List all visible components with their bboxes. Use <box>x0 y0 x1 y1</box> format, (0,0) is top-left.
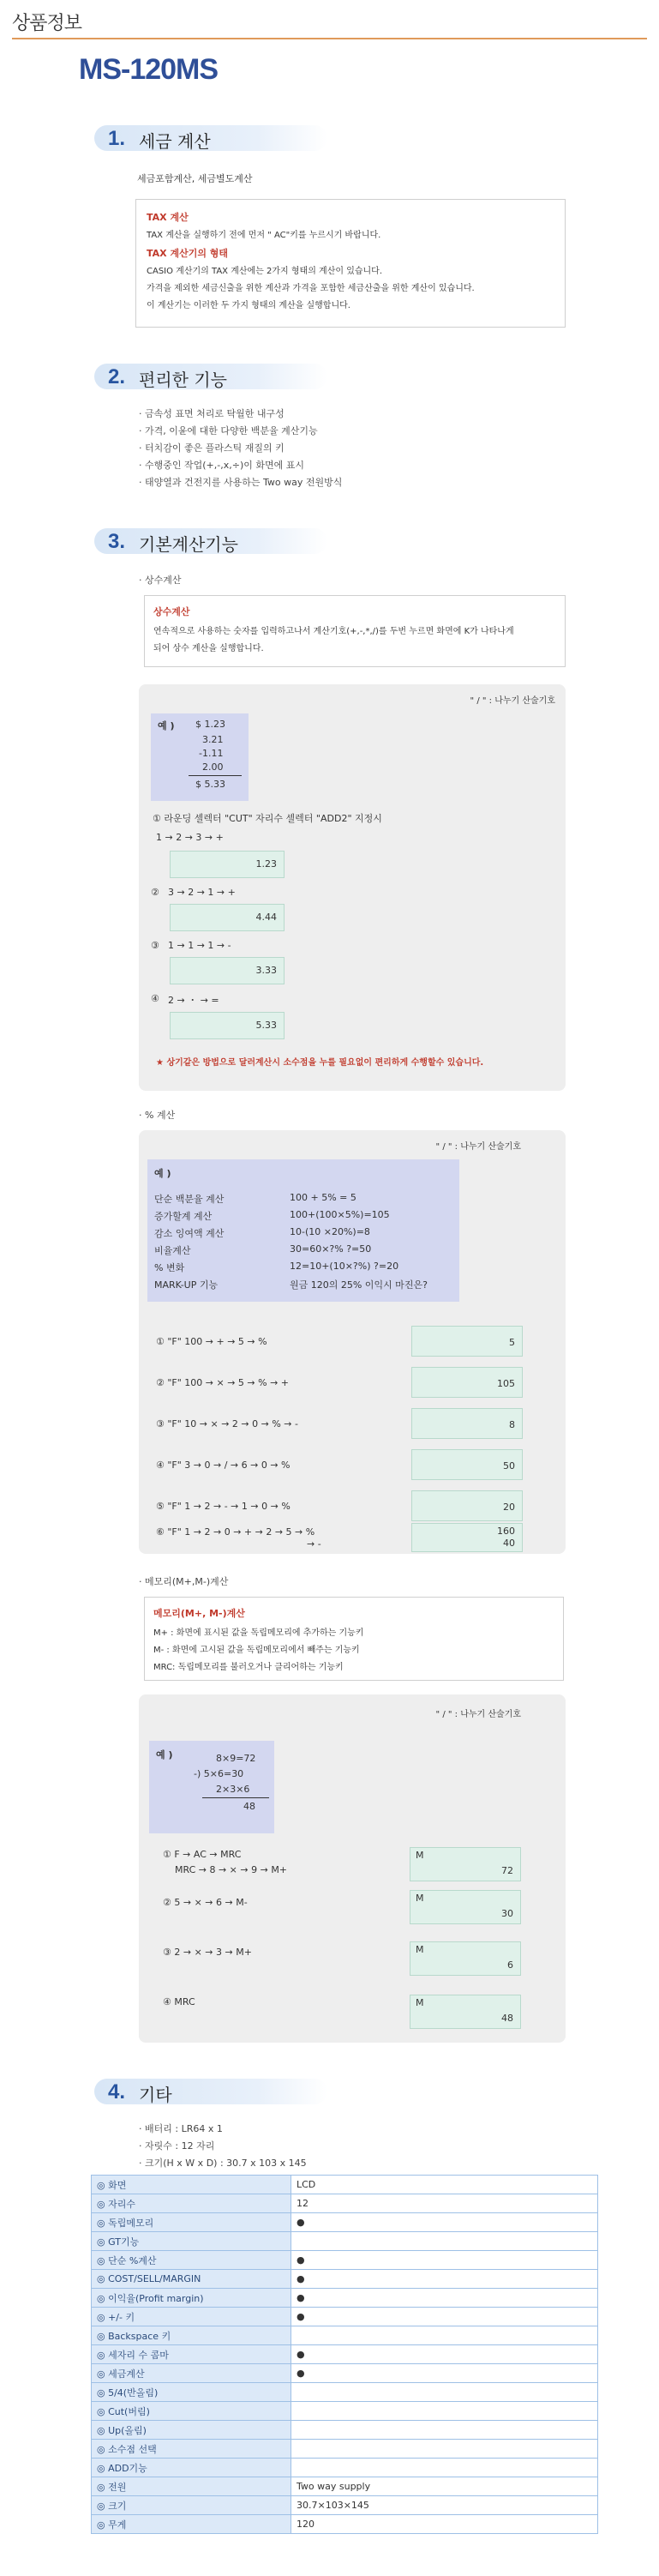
header-divider <box>12 38 647 39</box>
page-title: 상품정보 <box>12 13 82 34</box>
memory-line: M- : 화면에 고시된 값을 독립메모리에서 빼주는 기능키 <box>153 1646 360 1655</box>
spec-key: ◎ 무게 <box>92 2515 291 2534</box>
section-number: 3. <box>108 530 126 553</box>
section-etc-heading <box>94 2079 327 2104</box>
display-result <box>411 1449 523 1480</box>
example-row-value: 원금 120의 25% 이익시 마진은? <box>290 1279 428 1291</box>
key-sequence: ⑤ "F" 1 → 2 → - → 1 → 0 → % <box>156 1501 291 1512</box>
spec-key: ◎ Backspace 키 <box>92 2326 291 2345</box>
key-sequence: → - <box>307 1538 321 1550</box>
spec-value <box>291 2232 598 2251</box>
section-number: 1. <box>108 127 126 150</box>
spec-row <box>92 2289 598 2308</box>
const-example-panel <box>139 684 566 1091</box>
result-value: 20 <box>503 1502 515 1513</box>
spec-value <box>291 2440 598 2459</box>
const-title: 상수계산 <box>153 606 190 617</box>
feature-item: · 수행중인 작업(+,-,x,÷)이 화면에 표시 <box>139 460 304 471</box>
example-box <box>147 1159 459 1302</box>
memory-indicator: M <box>416 1893 424 1904</box>
spec-value <box>291 2383 598 2402</box>
memory-indicator: M <box>416 1944 424 1955</box>
spec-row <box>92 2213 598 2232</box>
example-row-name: 증가할계 계산 <box>154 1211 213 1222</box>
spec-value: 12 <box>291 2194 598 2213</box>
result-value: 5.33 <box>255 1020 277 1031</box>
spec-row <box>92 2383 598 2402</box>
display-result <box>411 1523 523 1552</box>
spec-row <box>92 2176 598 2194</box>
const-label: · 상수계산 <box>139 575 182 586</box>
step-number: ③ <box>151 940 159 951</box>
spec-value: ● <box>291 2213 598 2232</box>
result-value: 105 <box>497 1378 515 1389</box>
percent-label: · % 계산 <box>139 1110 176 1121</box>
spec-value: ● <box>291 2345 598 2364</box>
example-line: $ 1.23 <box>195 719 225 730</box>
spec-row <box>92 2251 598 2270</box>
spec-value: 30.7×103×145 <box>291 2496 598 2515</box>
result-value: 48 <box>501 2013 513 2024</box>
spec-value <box>291 2326 598 2345</box>
spec-key: ◎ +/- 키 <box>92 2308 291 2326</box>
etc-item: · 자릿수 : 12 자리 <box>139 2140 215 2152</box>
spec-key: ◎ ADD기능 <box>92 2459 291 2477</box>
memory-info-box <box>144 1597 564 1681</box>
spec-value <box>291 2402 598 2421</box>
example-label: 예 ) <box>154 1168 171 1179</box>
example-line: 2.00 <box>202 761 224 773</box>
spec-row <box>92 2421 598 2440</box>
etc-item: · 크기(H x W x D) : 30.7 x 103 x 145 <box>139 2158 307 2169</box>
display-result <box>410 1995 521 2029</box>
example-row-value: 100+(100×5%)=105 <box>290 1209 390 1220</box>
example-label: 예 ) <box>156 1749 173 1760</box>
display-result <box>170 904 285 931</box>
tax-box-line: 가격을 제외한 세금신출을 위한 계산과 가격을 포함한 세금산출을 위한 계산이 있습니다. <box>147 284 475 293</box>
const-line: 연속적으로 사용하는 숫자를 입력하고나서 계산기호(+,-,*,/)를 두번 누르면 화면에 K가 나타나게 <box>153 627 514 636</box>
result-value: 1.23 <box>255 858 277 870</box>
example-line: -) 5×6=30 <box>194 1768 244 1779</box>
memory-example-panel <box>139 1694 566 2043</box>
key-sequence: ③ "F" 10 → × → 2 → 0 → % → - <box>156 1418 298 1429</box>
example-row-value: 30=60×?% ?=50 <box>290 1243 372 1255</box>
spec-value: ● <box>291 2308 598 2326</box>
tax-box-line: 이 계산기는 이러한 두 가지 형태의 계산을 실행합니다. <box>147 301 350 310</box>
display-result <box>411 1326 523 1357</box>
memory-label: · 메모리(M+,M-)계산 <box>139 1576 229 1587</box>
sum-rule <box>202 1797 269 1798</box>
spec-row <box>92 2194 598 2213</box>
spec-key: ◎ 단순 %계산 <box>92 2251 291 2270</box>
key-sequence: ④ MRC <box>163 1996 195 2007</box>
key-sequence: ④ "F" 3 → 0 → / → 6 → 0 → % <box>156 1460 291 1471</box>
feature-item: · 가격, 이윤에 대한 다양한 백분율 계산기능 <box>139 425 318 436</box>
key-sequence: ① "F" 100 → + → 5 → % <box>156 1336 267 1347</box>
result-value: 3.33 <box>255 965 277 976</box>
example-row-name: 비율계산 <box>154 1245 191 1256</box>
result-value: 6 <box>507 1959 513 1971</box>
example-row-name: MARK-UP 기능 <box>154 1279 219 1291</box>
result-value: 30 <box>501 1908 513 1919</box>
spec-key: ◎ 세자리 수 콤마 <box>92 2345 291 2364</box>
example-line: -1.11 <box>199 748 224 759</box>
sum-rule <box>189 775 242 776</box>
spec-key: ◎ Cut(버림) <box>92 2402 291 2421</box>
rounding-title: ① 라운딩 셀렉터 "CUT" 자리수 셀렉터 "ADD2" 지정시 <box>153 813 382 824</box>
result-value: 8 <box>509 1419 515 1430</box>
key-sequence: 1 → 2 → 3 → + <box>156 832 224 843</box>
memory-indicator: M <box>416 1997 424 2008</box>
section-number: 2. <box>108 365 126 388</box>
section-label: 기타 <box>139 2085 172 2105</box>
key-sequence: 1 → 1 → 1 → - <box>168 940 231 951</box>
spec-row <box>92 2326 598 2345</box>
example-line: 2×3×6 <box>216 1784 250 1795</box>
spec-value <box>291 2421 598 2440</box>
key-sequence: 2 → ・ → = <box>168 995 219 1006</box>
spec-key: ◎ 독립메모리 <box>92 2213 291 2232</box>
spec-key: ◎ COST/SELL/MARGIN <box>92 2270 291 2289</box>
example-line: $ 5.33 <box>195 779 225 790</box>
example-row-name: % 변화 <box>154 1262 185 1273</box>
tax-info-box <box>135 199 566 328</box>
spec-value: ● <box>291 2270 598 2289</box>
spec-key: ◎ 소수점 선택 <box>92 2440 291 2459</box>
section-basic-heading <box>94 528 327 554</box>
feature-item: · 터치감이 좋은 플라스틱 재질의 키 <box>139 442 285 454</box>
spec-value: ● <box>291 2364 598 2383</box>
division-note: " / " : 나누기 산술기호 <box>435 1710 521 1719</box>
result-value: 160 <box>497 1526 515 1537</box>
key-sequence: ⑥ "F" 1 → 2 → 0 → + → 2 → 5 → % <box>156 1526 315 1538</box>
spec-key: ◎ 이익율(Profit margin) <box>92 2289 291 2308</box>
section-tax-heading <box>94 125 327 151</box>
step-number: ④ <box>151 993 159 1004</box>
spec-key: ◎ 자리수 <box>92 2194 291 2213</box>
display-result <box>410 1941 521 1976</box>
spec-key: ◎ 전원 <box>92 2477 291 2496</box>
example-row-name: 감소 잉여액 계산 <box>154 1228 225 1239</box>
spec-value: 120 <box>291 2515 598 2534</box>
spec-value: ● <box>291 2289 598 2308</box>
spec-row <box>92 2364 598 2383</box>
display-result <box>170 957 285 984</box>
spec-key: ◎ 화면 <box>92 2176 291 2194</box>
spec-row <box>92 2440 598 2459</box>
feature-item: · 태양열과 건전지를 사용하는 Two way 전원방식 <box>139 477 343 488</box>
spec-key: ◎ 크기 <box>92 2496 291 2515</box>
division-note: " / " : 나누기 산술기호 <box>435 1142 521 1152</box>
tax-box-title2: TAX 계산기의 형태 <box>147 248 229 259</box>
spec-key: ◎ 5/4(반올림) <box>92 2383 291 2402</box>
tax-intro: 세금포함계산, 세금별도계산 <box>137 173 253 184</box>
spec-key: ◎ Up(올림) <box>92 2421 291 2440</box>
example-row-value: 100 + 5% = 5 <box>290 1192 356 1203</box>
key-sequence: ② "F" 100 → × → 5 → % → + <box>156 1377 290 1388</box>
memory-indicator: M <box>416 1850 424 1861</box>
result-value: 50 <box>503 1460 515 1472</box>
display-result <box>411 1490 523 1521</box>
display-result <box>411 1367 523 1398</box>
example-row-value: 10-(10 ×20%)=8 <box>290 1226 370 1237</box>
memory-title: 메모리(M+, M-)계산 <box>153 1608 245 1619</box>
spec-value: LCD <box>291 2176 598 2194</box>
section-label: 세금 계산 <box>139 131 211 152</box>
result-value: 40 <box>503 1538 515 1549</box>
model-name: MS-120MS <box>79 53 219 86</box>
display-result <box>410 1890 521 1924</box>
spec-value: ● <box>291 2251 598 2270</box>
feature-item: · 금속성 표면 처리로 탁월한 내구성 <box>139 408 285 419</box>
section-label: 편리한 기능 <box>139 370 227 390</box>
tax-box-line: TAX 계산을 실행하기 전에 먼저 " AC"키를 누르시기 바랍니다. <box>147 231 381 240</box>
spec-row <box>92 2515 598 2534</box>
key-sequence: ③ 2 → × → 3 → M+ <box>163 1947 252 1958</box>
percent-example-panel <box>139 1130 566 1554</box>
key-sequence: 3 → 2 → 1 → + <box>168 887 236 898</box>
spec-row <box>92 2270 598 2289</box>
example-row-name: 단순 백분율 계산 <box>154 1194 225 1205</box>
spec-key: ◎ 세금계산 <box>92 2364 291 2383</box>
etc-item: · 배터리 : LR64 x 1 <box>139 2123 223 2134</box>
section-number: 4. <box>108 2080 126 2104</box>
spec-value: Two way supply <box>291 2477 598 2496</box>
example-box <box>149 1741 274 1833</box>
example-line: 48 <box>243 1801 255 1812</box>
spec-key: ◎ GT기능 <box>92 2232 291 2251</box>
spec-row <box>92 2477 598 2496</box>
key-sequence: MRC → 8 → × → 9 → M+ <box>175 1864 288 1875</box>
example-label: 예 ) <box>158 720 175 731</box>
display-result <box>170 851 285 878</box>
spec-row <box>92 2232 598 2251</box>
spec-value <box>291 2459 598 2477</box>
key-sequence: ② 5 → × → 6 → M- <box>163 1897 248 1908</box>
example-box <box>151 713 249 801</box>
division-note: " / " : 나누기 산술기호 <box>470 696 555 706</box>
header <box>0 0 659 39</box>
spec-row <box>92 2496 598 2515</box>
rounding-note: ★ 상기같은 방법으로 달러계산시 소수점을 누를 필요없이 편리하게 수행할수 있습니다. <box>156 1058 484 1068</box>
display-result <box>410 1847 521 1881</box>
spec-row <box>92 2345 598 2364</box>
spec-row <box>92 2402 598 2421</box>
spec-row <box>92 2459 598 2477</box>
key-sequence: ① F → AC → MRC <box>163 1849 242 1860</box>
example-line: 8×9=72 <box>216 1753 256 1764</box>
tax-box-line: CASIO 계산기의 TAX 계산에는 2가지 형태의 계산이 있습니다. <box>147 267 383 276</box>
result-value: 72 <box>501 1865 513 1876</box>
section-label: 기본계산기능 <box>139 534 238 555</box>
spec-table <box>91 2175 598 2534</box>
const-info-box <box>144 595 566 667</box>
example-line: 3.21 <box>202 734 224 745</box>
display-result <box>170 1012 285 1039</box>
result-value: 4.44 <box>255 912 277 923</box>
section-features-heading <box>94 364 327 389</box>
tax-box-title: TAX 계산 <box>147 212 189 223</box>
memory-line: M+ : 화면에 표시된 값을 독립메모리에 추가하는 기능키 <box>153 1628 364 1638</box>
spec-row <box>92 2308 598 2326</box>
example-row-value: 12=10+(10×?%) ?=20 <box>290 1261 399 1272</box>
step-number: ② <box>151 887 159 898</box>
display-result <box>411 1408 523 1439</box>
result-value: 5 <box>509 1337 515 1348</box>
const-line: 되어 상수 계산을 실행합니다. <box>153 644 264 653</box>
memory-line: MRC: 독립메모리를 불러오거나 클리어하는 기능키 <box>153 1663 344 1672</box>
